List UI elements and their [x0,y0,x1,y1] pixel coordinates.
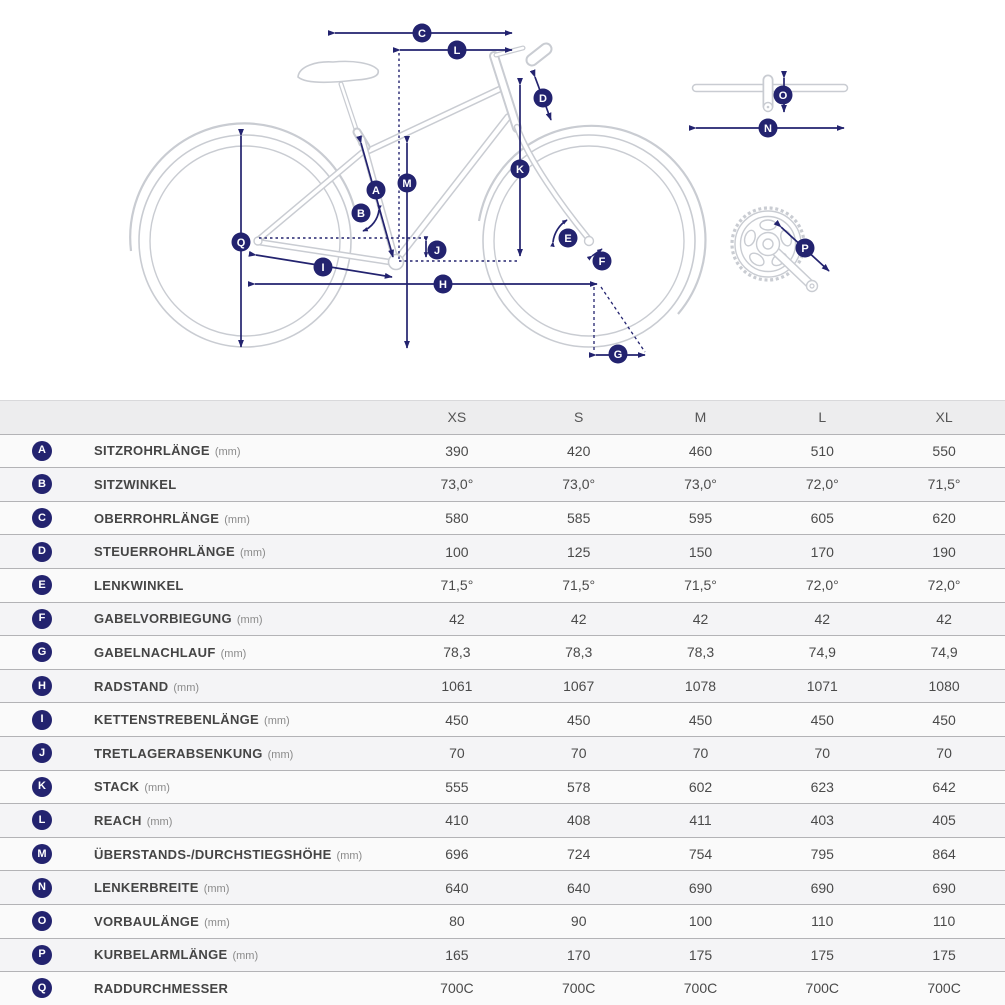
row-value-xs: 165 [445,946,469,963]
table-row [0,770,1005,804]
row-value-l: 1071 [806,678,838,695]
row-label [94,511,250,526]
row-label-cell [0,603,396,636]
diagram-badge-letter: I [321,261,325,274]
diagram-badge-a [367,181,386,200]
row-label-cell [0,972,396,1005]
row-value-l: 110 [811,913,834,930]
row-label-text: GABELVORBIEGUNG [94,611,232,627]
row-label [94,813,172,828]
row-unit: (mm) [267,748,294,761]
row-label [94,914,230,929]
diagram-badge-h [434,275,453,294]
row-label-text: REACH [94,812,142,828]
table-row [0,803,1005,837]
row-label-text: VORBAULÄNGE [94,913,200,929]
diagram-badge-i [314,258,333,277]
table-row [0,568,1005,602]
row-value-s: 420 [567,442,591,459]
table-row [0,434,1005,468]
row-value-xs: 555 [445,778,469,795]
row-letter-badge: Q [32,978,52,998]
diagram-badge-letter: P [801,242,809,255]
row-label-cell [0,502,396,535]
row-label-cell [0,737,396,770]
row-value-l: 72,0° [805,476,839,493]
row-letter-badge: P [32,945,52,965]
row-label-cell [0,636,396,669]
row-label [94,477,176,492]
row-value-xl: 690 [932,879,956,896]
row-value-s: 1067 [563,678,595,695]
row-unit: (mm) [144,782,170,795]
row-value-xs: 450 [445,711,469,728]
table-row [0,467,1005,501]
row-label-cell [0,569,396,602]
pedal-boss [807,281,818,292]
row-value-s: 700C [561,980,596,997]
row-label-text: SITZROHRLÄNGE [94,443,210,459]
row-letter-badge: B [32,474,52,494]
diagram-badge-letter: F [598,255,606,268]
row-value-xl: 450 [932,711,956,728]
row-value-xs: 70 [449,745,465,762]
row-label [94,880,229,895]
diagram-badge-e [559,229,578,248]
row-unit: (mm) [240,547,266,560]
row-value-xl: 864 [932,846,956,863]
row-label-text: KURBELARMLÄNGE [94,947,228,963]
handlebar-top-view [696,80,844,112]
row-value-xs: 100 [445,543,469,560]
row-letter-badge: D [32,542,52,562]
row-unit: (mm) [214,446,241,459]
table-row [0,904,1005,938]
row-label-cell [0,435,396,468]
row-letter-badge: N [32,878,52,898]
row-value-xs: 640 [445,879,469,896]
table-row [0,870,1005,904]
row-value-xl: 1080 [928,678,960,695]
row-value-m: 754 [688,846,713,863]
measure-arrow-a [361,143,393,257]
diagram-badge-letter: M [402,177,412,190]
row-letter-badge: I [32,710,52,730]
diagram-badge-letter: N [764,122,772,135]
row-value-s: 724 [567,846,591,863]
row-value-xs: 1061 [441,678,473,695]
row-label-cell [0,535,396,568]
row-label [94,847,362,862]
row-unit: (mm) [264,715,290,728]
row-label [94,645,246,660]
row-label-text: STACK [94,779,140,795]
row-value-s: 170 [567,946,591,963]
row-label-cell [0,670,396,703]
size-header-l: L [818,409,827,426]
row-value-xl: 71,5° [927,476,961,493]
row-value-m: 690 [688,879,713,896]
row-value-s: 640 [567,879,591,896]
saddle [298,61,378,82]
row-value-s: 73,0° [562,476,596,493]
row-value-xl: 620 [932,510,956,527]
bike-geometry-diagram [0,0,1005,400]
row-label-text: STEUERROHRLÄNGE [94,544,236,560]
row-label [94,712,290,727]
size-header-xl: XL [935,409,953,426]
row-value-xs: 390 [445,442,469,459]
row-letter-badge: H [32,676,52,696]
table-row [0,635,1005,669]
diagram-badge-f [593,252,612,271]
diagram-badge-letter: H [439,278,447,291]
row-value-s: 578 [567,778,591,795]
row-label-cell [0,703,396,736]
row-value-xs: 42 [449,610,465,627]
row-value-m: 150 [688,543,713,560]
row-value-l: 74,9 [808,644,836,661]
row-value-xs: 696 [445,846,469,863]
table-row [0,938,1005,972]
row-label [94,679,199,694]
front-fender [479,126,705,314]
row-unit: (mm) [224,513,250,526]
row-value-l: 510 [810,442,834,459]
bike-side-view [130,48,705,347]
diagram-badge-letter: B [357,207,365,220]
row-value-xl: 550 [932,442,956,459]
diagram-badge-letter: Q [236,236,246,249]
size-header-xs: XS [447,409,467,426]
diagram-badge-j [428,241,447,260]
row-letter-badge: G [32,642,52,662]
table-row [0,971,1005,1005]
row-value-m: 100 [688,913,713,930]
row-value-s: 71,5° [562,577,596,594]
row-value-s: 125 [567,543,591,560]
row-unit: (mm) [203,883,230,896]
row-value-xs: 410 [445,812,469,829]
diagram-badge-l [448,41,467,60]
table-row [0,736,1005,770]
row-label [94,779,170,794]
row-label-text: RADDURCHMESSER [94,980,229,996]
diagram-badge-letter: G [613,348,623,361]
row-label-cell [0,771,396,804]
row-value-m: 1078 [684,678,717,695]
table-header-row [0,400,1005,434]
row-value-xl: 74,9 [930,644,958,661]
diagram-badge-letter: O [778,89,788,102]
row-value-m: 70 [692,745,709,762]
row-label-text: GABELNACHLAUF [94,644,216,660]
row-value-l: 795 [810,846,834,863]
table-row [0,501,1005,535]
row-value-s: 408 [567,812,591,829]
row-letter-badge: O [32,911,52,931]
diagram-badge-b [352,204,371,223]
row-value-l: 623 [810,778,834,795]
row-value-s: 90 [570,913,587,930]
row-label [94,746,293,761]
row-value-m: 73,0° [684,476,717,493]
row-letter-badge: L [32,810,52,830]
row-label [94,544,266,559]
row-letter-badge: A [32,441,52,461]
row-value-s: 42 [570,610,587,627]
row-label-text: SITZWINKEL [94,476,177,492]
row-label-cell [0,871,396,904]
size-header-s: S [574,409,584,426]
row-value-l: 605 [810,510,834,527]
row-letter-badge: J [32,743,52,763]
row-label-cell [0,905,396,938]
front-dropout [585,237,594,246]
row-value-xl: 700C [927,980,961,997]
row-value-l: 690 [810,879,834,896]
row-value-xs: 580 [445,510,469,527]
row-value-m: 460 [688,442,713,459]
table-row [0,602,1005,636]
row-label-text: OBERROHRLÄNGE [94,510,220,526]
row-value-xl: 175 [932,946,956,963]
diagram-badge-n [759,119,778,138]
row-value-m: 71,5° [684,577,717,594]
row-value-xl: 72,0° [927,577,961,594]
geometry-table-body [0,434,1005,1005]
row-unit: (mm) [220,647,247,660]
row-value-m: 411 [689,812,712,829]
bottom-bracket [389,255,404,270]
row-label [94,981,228,996]
row-value-s: 70 [570,745,587,762]
row-value-m: 42 [692,610,709,627]
diagram-badge-letter: E [564,232,572,245]
diagram-badge-o [774,86,793,105]
row-value-l: 700C [805,980,840,997]
row-unit: (mm) [336,849,363,862]
table-row [0,534,1005,568]
row-value-xl: 110 [932,913,956,930]
row-value-xs: 73,0° [440,476,474,493]
diagram-badge-q [232,233,251,252]
row-letter-badge: F [32,609,52,629]
row-value-m: 450 [688,711,713,728]
row-value-s: 585 [567,510,591,527]
row-unit: (mm) [236,614,263,627]
diagram-badge-letter: D [539,92,547,105]
row-value-l: 70 [814,745,831,762]
row-value-xl: 190 [932,543,956,560]
row-label-text: LENKERBREITE [94,880,199,896]
diagram-badge-p [796,239,815,258]
row-value-s: 78,3 [565,644,593,661]
diagram-badge-c [413,24,432,43]
row-label-text: KETTENSTREBENLÄNGE [94,712,260,728]
row-label [94,443,241,458]
row-label-text: ÜBERSTANDS-/DURCHSTIEGSHÖHE [94,846,332,862]
diagram-badge-d [534,89,553,108]
trail-guide-axis [601,287,645,352]
row-value-m: 595 [688,510,713,527]
row-value-xl: 42 [936,610,952,627]
row-value-l: 450 [810,711,834,728]
row-value-xs: 80 [449,913,465,930]
row-value-m: 175 [688,946,713,963]
row-value-l: 170 [810,543,834,560]
row-label-text: TRETLAGERABSENKUNG [94,745,263,761]
row-letter-badge: M [32,844,52,864]
table-row [0,702,1005,736]
row-value-l: 175 [810,946,834,963]
diagram-badge-m [398,174,417,193]
row-label [94,611,263,626]
row-value-xs: 700C [440,980,474,997]
diagram-badge-k [511,160,530,179]
diagram-badge-letter: A [372,184,380,197]
row-label-cell [0,804,396,837]
diagram-badge-g [609,345,628,364]
row-unit: (mm) [146,815,173,828]
row-value-l: 42 [814,610,831,627]
diagram-badge-letter: K [516,163,524,176]
diagram-badge-letter: J [433,244,441,257]
bike-geometry-svg [0,0,1005,400]
row-value-m: 78,3 [686,644,715,661]
row-label-text: LENKWINKEL [94,577,184,593]
row-value-m: 700C [683,980,718,997]
diagram-badge-letter: C [418,27,426,40]
row-unit: (mm) [173,681,200,694]
row-label [94,578,184,593]
row-label-text: RADSTAND [94,678,169,694]
row-letter-badge: E [32,575,52,595]
row-value-l: 403 [810,812,834,829]
row-letter-badge: K [32,777,52,797]
row-unit: (mm) [204,916,230,929]
row-value-xs: 71,5° [440,577,474,594]
row-unit: (mm) [232,950,259,963]
table-row [0,837,1005,871]
row-value-xl: 70 [936,745,952,762]
row-label-cell [0,468,396,501]
row-label-cell [0,838,396,871]
row-label [94,947,258,962]
row-value-s: 450 [567,711,591,728]
row-label-cell [0,939,396,972]
size-header-m: M [694,409,707,426]
row-letter-badge: C [32,508,52,528]
diagram-badge-letter: L [453,44,461,57]
table-row [0,669,1005,703]
row-value-xl: 642 [932,778,956,795]
row-value-l: 72,0° [805,577,839,594]
row-value-m: 602 [688,778,713,795]
row-value-xs: 78,3 [443,644,471,661]
row-value-xl: 405 [932,812,956,829]
geometry-table [0,400,1005,1005]
table-header-empty [0,401,396,434]
